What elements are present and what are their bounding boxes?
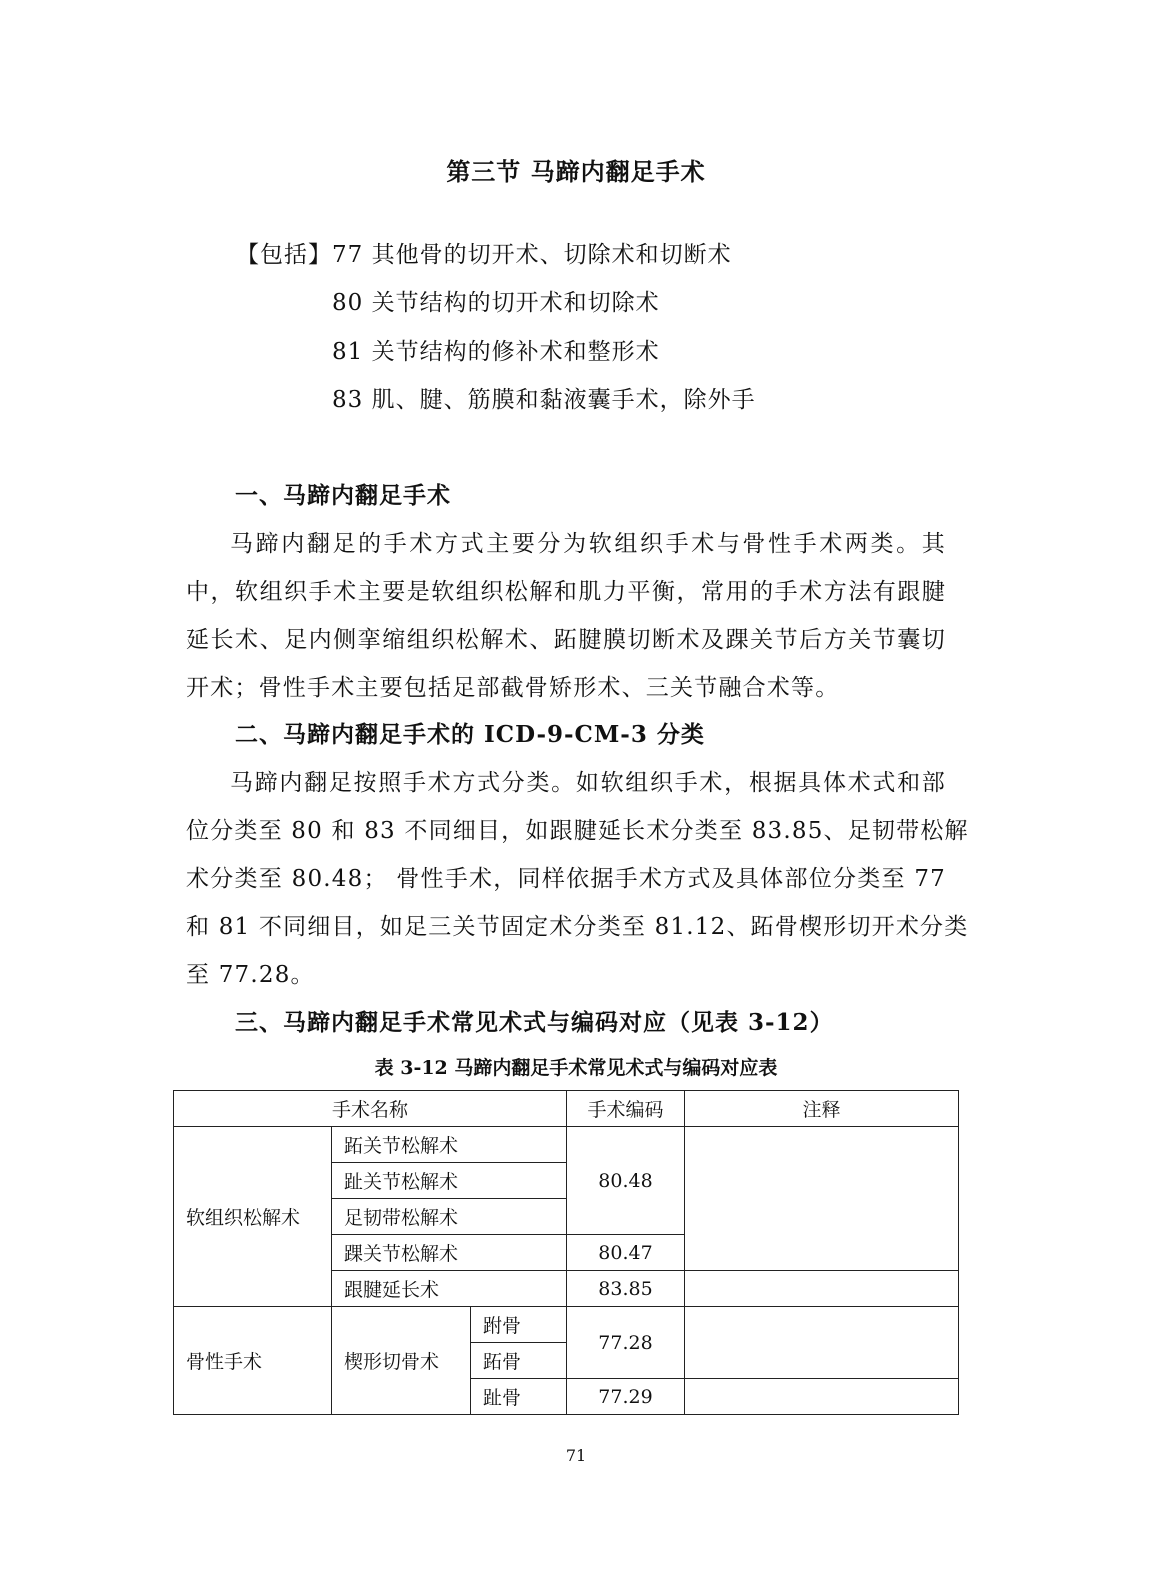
includes-item: 77 其他骨的切开术、切除术和切断术 [332, 242, 732, 268]
page-number: 71 [565, 1446, 587, 1465]
code-cell: 80.48 [567, 1127, 685, 1235]
includes-label: 【包括】 [236, 242, 332, 268]
notes-cell [685, 1307, 959, 1379]
paragraph-line: 延长术、足内侧挛缩组织松解术、跖腱膜切断术及踝关节后方关节囊切 [186, 627, 946, 653]
header-code: 手术编码 [567, 1091, 685, 1127]
notes-cell [685, 1271, 959, 1307]
section-title: 第三节 马蹄内翻足手术 [446, 157, 706, 186]
procedure-cell: 跖关节松解术 [332, 1127, 567, 1163]
code-cell: 77.28 [567, 1307, 685, 1379]
heading-2: 二、马蹄内翻足手术的 ICD-9-CM-3 分类 [235, 721, 705, 748]
paragraph-line: 马蹄内翻足的手术方式主要分为软组织手术与骨性手术两类。其 [230, 531, 946, 557]
paragraph-line: 位分类至 80 和 83 不同细目，如跟腱延长术分类至 83.85、足韧带松解 [186, 818, 969, 844]
bone-cell: 跖骨 [471, 1343, 567, 1379]
includes-item: 80 关节结构的切开术和切除术 [332, 290, 660, 316]
procedure-cell: 跟腱延长术 [332, 1271, 567, 1307]
heading-1: 一、马蹄内翻足手术 [235, 482, 451, 509]
table-caption: 表 3-12 马蹄内翻足手术常见术式与编码对应表 [374, 1057, 778, 1079]
code-cell: 77.29 [567, 1379, 685, 1415]
paragraph-line: 和 81 不同细目，如足三关节固定术分类至 81.12、跖骨楔形切开术分类 [186, 914, 969, 940]
group-cell: 骨性手术 [174, 1307, 332, 1415]
includes-item: 83 肌、腱、筋膜和黏液囊手术，除外手 [332, 387, 756, 413]
code-cell: 83.85 [567, 1271, 685, 1307]
table-header-row [174, 1091, 959, 1127]
bone-cell: 跗骨 [471, 1307, 567, 1343]
procedure-cell: 楔形切骨术 [332, 1307, 471, 1415]
group-cell: 软组织松解术 [174, 1127, 332, 1307]
notes-cell [685, 1379, 959, 1415]
header-notes: 注释 [685, 1091, 959, 1127]
procedure-cell: 足韧带松解术 [332, 1199, 567, 1235]
paragraph-line: 中，软组织手术主要是软组织松解和肌力平衡，常用的手术方法有跟腱 [186, 579, 946, 605]
notes-cell [685, 1127, 959, 1271]
paragraph-line: 开术；骨性手术主要包括足部截骨矫形术、三关节融合术等。 [186, 675, 840, 701]
header-surgery-name: 手术名称 [174, 1091, 567, 1127]
procedure-cell: 趾关节松解术 [332, 1163, 567, 1199]
heading-3: 三、马蹄内翻足手术常见术式与编码对应（见表 3-12） [235, 1009, 834, 1036]
table-row [174, 1127, 959, 1163]
paragraph-line: 马蹄内翻足按照手术方式分类。如软组织手术，根据具体术式和部 [230, 770, 946, 796]
table-row [174, 1307, 959, 1343]
procedure-cell: 踝关节松解术 [332, 1235, 567, 1271]
code-table [173, 1090, 959, 1415]
code-cell: 80.47 [567, 1235, 685, 1271]
includes-item: 81 关节结构的修补术和整形术 [332, 339, 660, 365]
paragraph-line: 术分类至 80.48； 骨性手术，同样依据手术方式及具体部位分类至 77 [186, 866, 946, 892]
paragraph-line: 至 77.28。 [186, 962, 315, 988]
bone-cell: 趾骨 [471, 1379, 567, 1415]
